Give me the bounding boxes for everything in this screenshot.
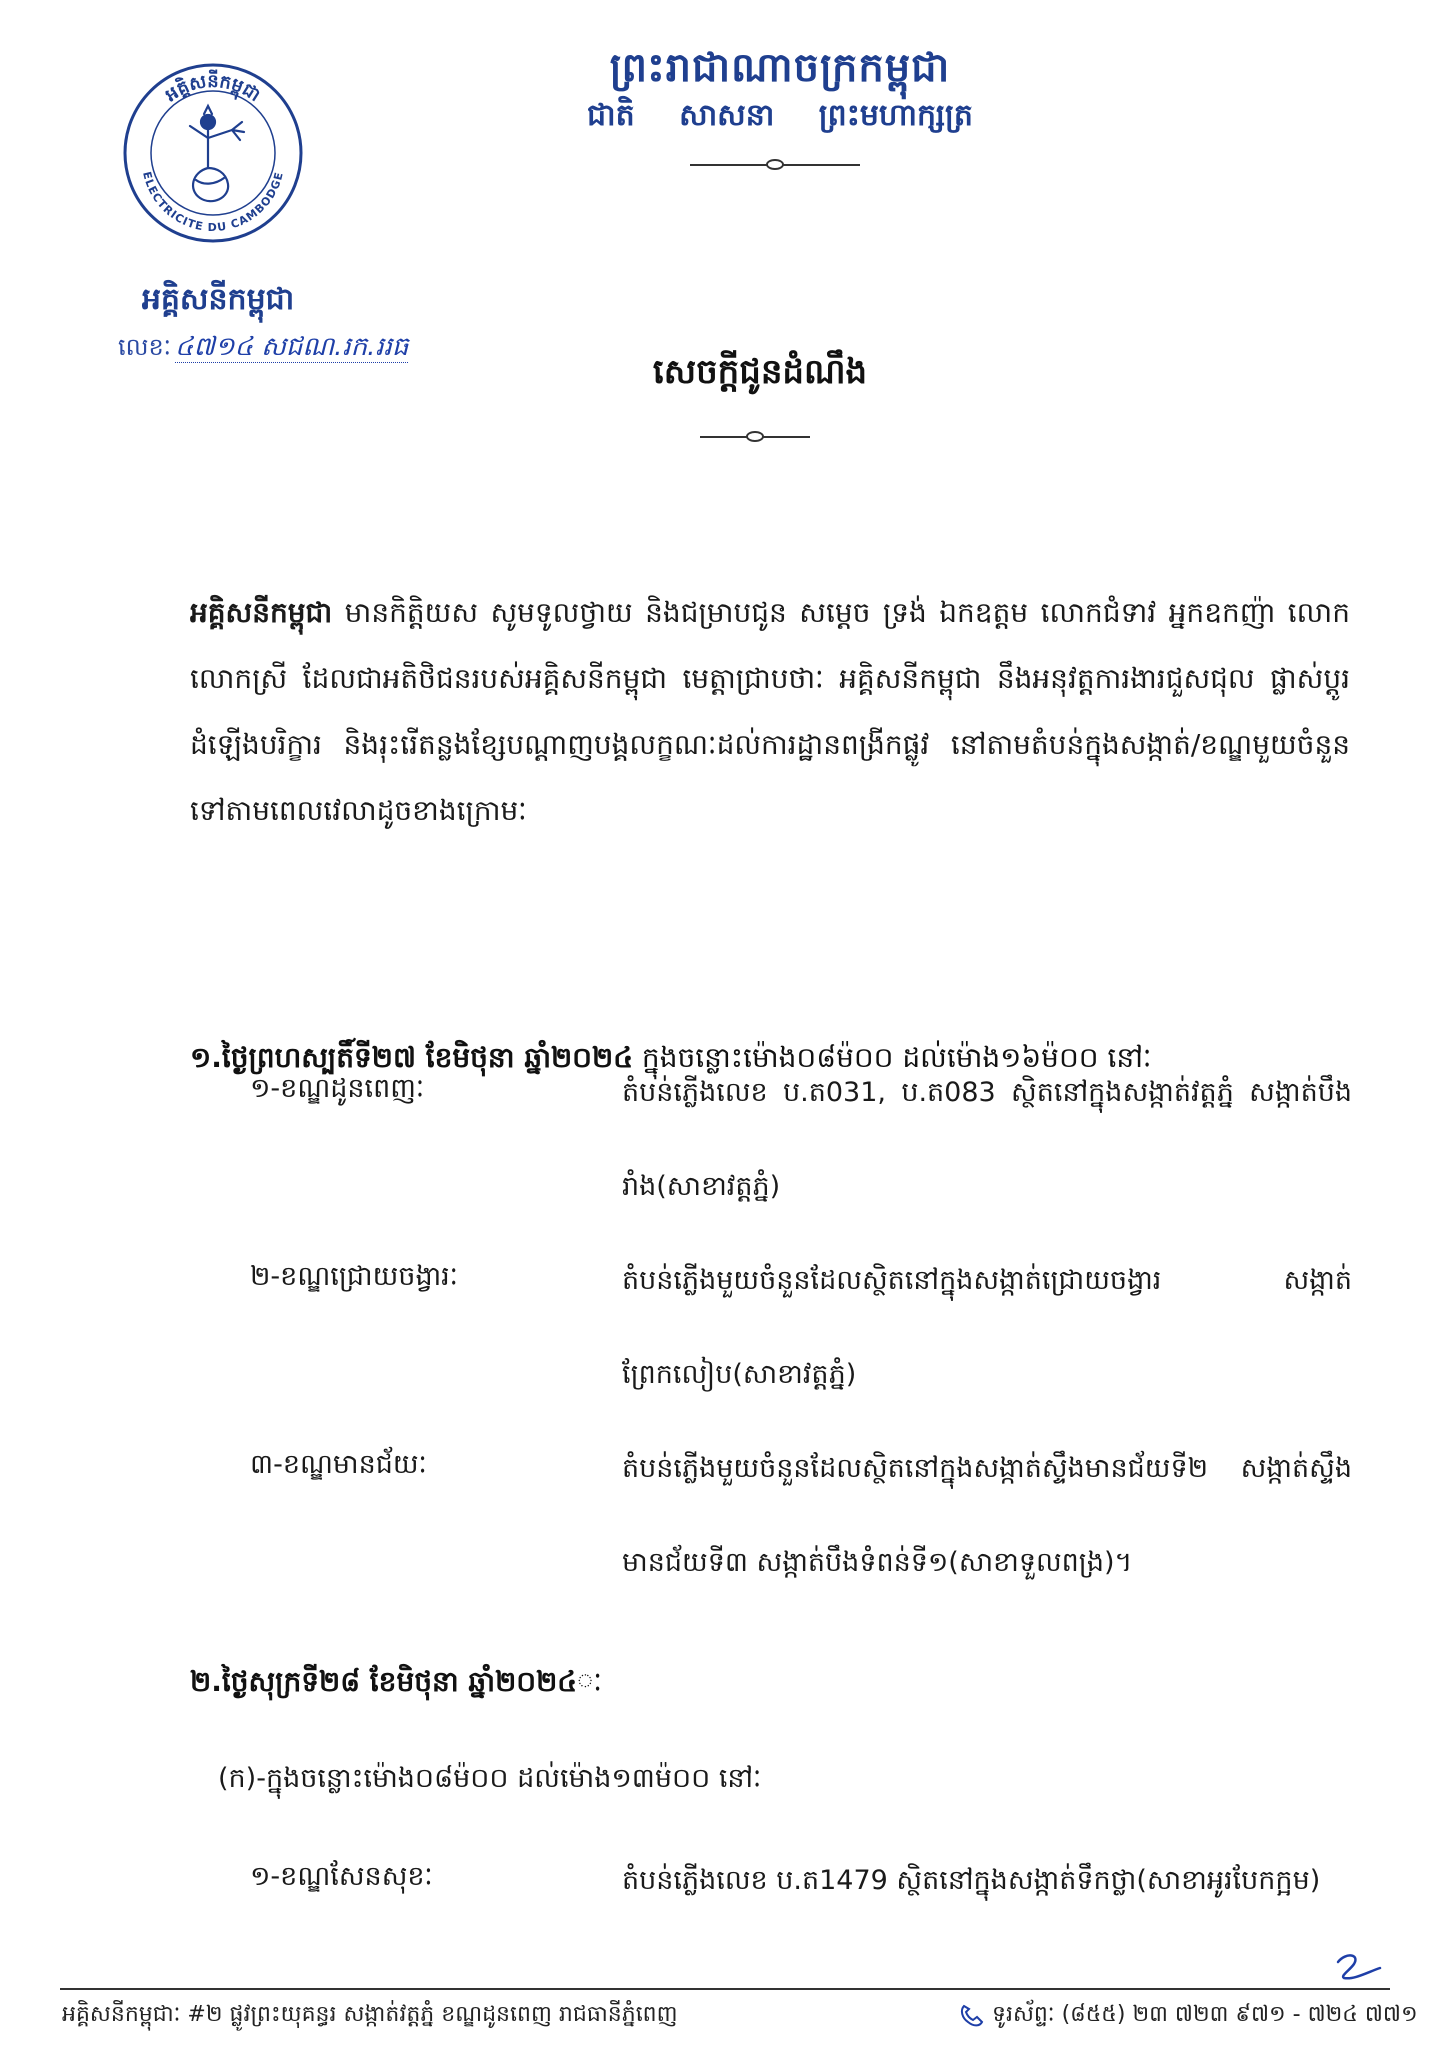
footer-rule	[60, 1988, 1390, 1990]
intro-paragraph	[190, 580, 1350, 844]
seal-bottom-text: ELECTRICITE DU CAMBODGE	[140, 170, 286, 234]
footer-phone: ទូរស័ព្ទៈ (៨៥៥) ២៣ ៧២៣ ៩៧១ - ៧២៤ ៧៧១	[992, 2002, 1418, 2027]
district-label: ១-ខណ្ឌសែនសុខៈ	[250, 1861, 433, 1892]
district-description: តំបន់ភ្លើងលេខ ប.ត031, ប.ត083 ស្ថិតនៅក្នុងសង្កាត់វត្តភ្នំ សង្កាត់បឹងរាំង(សាខាវត្តភ្នំ)	[622, 1077, 1352, 1202]
organization-name: អគ្គិសនីកម្ពុជា	[141, 282, 295, 317]
signature-mark	[1324, 1948, 1384, 1988]
phone-icon	[956, 2000, 986, 2030]
district-label: ៣-ខណ្ឌមានជ័យៈ	[250, 1449, 427, 1480]
svg-text:អគ្គិសនីកម្ពុជា	[162, 69, 265, 106]
section1-time: ក្នុងចន្លោះម៉ោង០៨ម៉០០ ដល់ម៉ោង១៦ម៉០០ នៅៈ	[633, 1041, 1152, 1074]
title-ornament	[700, 436, 810, 438]
intro-text: មានកិត្តិយស សូមទូលថ្វាយ និងជម្រាបជូន សម្តេច ទ្រង់ ឯកឧត្តម លោកជំទាវ អ្នកឧកញ៉ា លោក លោកស្រី ដែលជាអតិថិជនរបស់អគ្គិសនីកម្ពុជា មេត្តាជ្រាបថាៈ អគ្គិសនីកម្ពុជា នឹងអនុវត្តការងារជួសជុល ផ្លាស់ប្តូរដំឡើងបរិក្ខារ និងរុះរើតន្លងខ្សែបណ្តាញបង្គលក្ខណៈដល់ការដ្ឋានពង្រីកផ្លូវ នៅតាមតំបន់ក្នុងសង្កាត់/ខណ្ឌមួយចំនួនទៅតាមពេលវេលាដូចខាងក្រោមៈ	[190, 596, 1350, 827]
section2-date: ២.ថ្ងៃសុក្រទី២៨ ខែមិថុនា ឆ្នាំ២០២៤	[190, 1665, 578, 1698]
header-ornament	[690, 164, 860, 166]
section1-date: ១.ថ្ងៃព្រហស្បតិ៍ទី២៧ ខែមិថុនា ឆ្នាំ២០២៤	[190, 1041, 634, 1074]
district-description: តំបន់ភ្លើងមួយចំនួនដែលស្ថិតនៅក្នុងសង្កាត់ស្ទឹងមានជ័យទី២ សង្កាត់ស្ទឹងមានជ័យទី៣ សង្កាត់បឹងទំពន់ទី១(សាខាទួលពង្រ)។	[622, 1453, 1352, 1578]
reference-prefix: លេខៈ	[118, 333, 172, 361]
district-label: ១-ខណ្ឌដូនពេញៈ	[250, 1073, 425, 1104]
district-label: ២-ខណ្ឌជ្រោយចង្វារៈ	[250, 1261, 458, 1292]
section2-time-range: (ក)-ក្នុងចន្លោះម៉ោង០៨ម៉០០ ដល់ម៉ោង១៣ម៉០០ នៅៈ	[218, 1763, 762, 1794]
intro-lead: អគ្គិសនីកម្ពុជា	[190, 596, 333, 629]
district-description: តំបន់ភ្លើងលេខ ប.ត1479 ស្ថិតនៅក្នុងសង្កាត់ទឹកថ្លា(សាខាអូរបែកក្អម)	[622, 1865, 1321, 1896]
reference-number	[118, 330, 478, 368]
reference-handwritten: ៤៧១៤ សជណ.រក.ររធ	[175, 332, 409, 362]
seal-top-text: អគ្គិសនីកម្ពុជា	[161, 71, 265, 107]
national-motto: ជាតិ សាសនា ព្រះមហាក្សត្រ	[587, 98, 973, 133]
section2-heading	[190, 1664, 602, 1705]
company-seal	[120, 60, 306, 246]
footer-contact	[956, 2000, 1418, 2032]
section2-suffix: ៈ	[577, 1665, 603, 1698]
district-description: តំបន់ភ្លើងមួយចំនួនដែលស្ថិតនៅក្នុងសង្កាត់ជ្រោយចង្វារ សង្កាត់ព្រែកលៀប(សាខាវត្តភ្នំ)	[622, 1265, 1352, 1390]
document-title: សេចក្តីជូនដំណឹង	[652, 352, 868, 392]
kingdom-title: ព្រះរាជាណាចក្រកម្ពុជា	[609, 45, 951, 91]
footer-address: អគ្គិសនីកម្ពុជាៈ #២ ផ្លូវព្រះយុគន្ធរ សង្កាត់វត្តភ្នំ ខណ្ឌដូនពេញ រាជធានីភ្នំពេញ	[62, 2002, 678, 2027]
